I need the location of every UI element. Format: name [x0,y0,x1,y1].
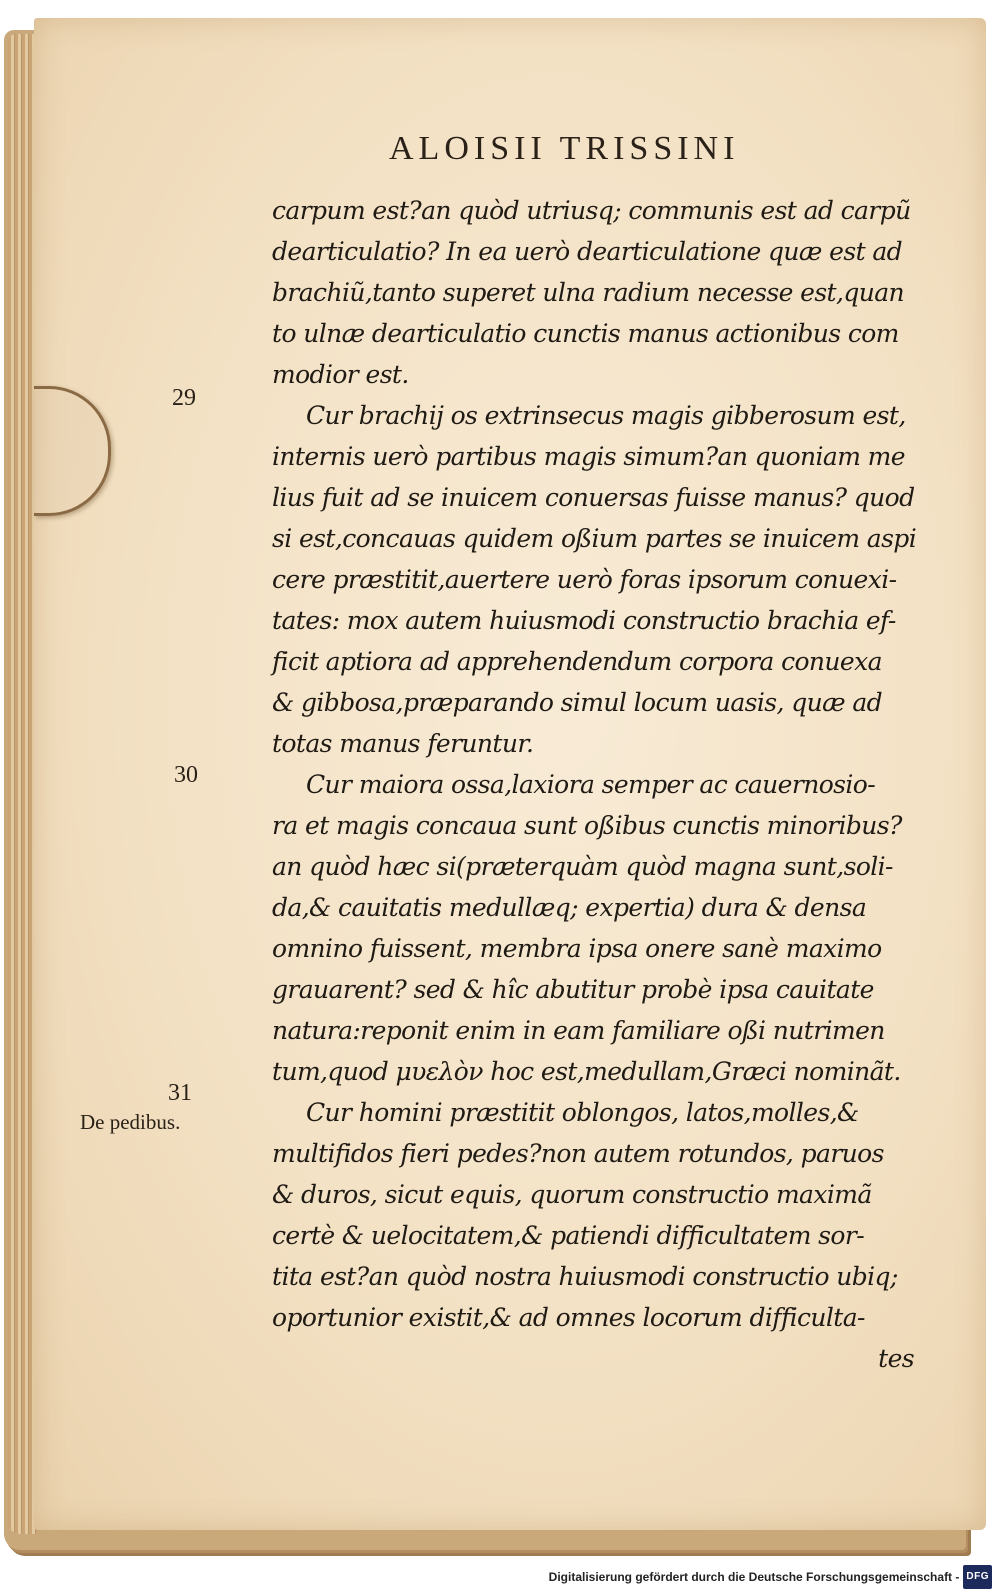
text-line: internis uerò partibus magis simum?an quoniam me [272,442,905,471]
text-line: Cur homini præstitit oblongos, latos,molles,& [306,1098,859,1127]
margin-note: De pedibus. [80,1110,181,1134]
text-line: dearticulatio? In ea uerò dearticulatione quæ est ad [272,237,903,266]
text-line: Cur maiora ossa,laxiora semper ac cauernosio- [306,770,876,799]
margin-number-31: 31 [168,1080,192,1106]
text-line: si est,concauas quidem oßium partes se inuicem aspi [272,524,917,553]
text-line: ra et magis concaua sunt oßibus cunctis minoribus? [272,811,902,840]
text-line: to ulnæ dearticulatio cunctis manus actionibus com [272,319,899,348]
text-line: grauarent? sed & hîc abutitur probè ipsa cauitate [272,975,874,1004]
text-line: omnino fuissent, membra ipsa onere sanè maximo [272,934,882,963]
catchword: tes [878,1344,914,1373]
text-line: oportunior existit,& ad omnes locorum difficulta- [272,1303,865,1332]
text-line: multifidos fieri pedes?non autem rotundos, paruos [272,1139,884,1168]
body-text [272,190,922,1379]
text-line: carpum est?an quòd utriusq; communis est ad carpũ [272,196,911,225]
text-line: an quòd hæc si(præterquàm quòd magna sunt,soli- [272,852,893,881]
page-clip [34,386,111,516]
text-line: tates: mox autem huiusmodi constructio brachia ef- [272,606,896,635]
book-page [34,18,986,1530]
dfg-logo: DFG [963,1565,992,1589]
text-line: tita est?an quòd nostra huiusmodi constructio ubiq; [272,1262,898,1291]
text-line: da,& cauitatis medullæq; expertia) dura & densa [272,893,867,922]
footer-text: Digitalisierung gefördert durch die Deutsche Forschungsgemeinschaft - [548,1570,960,1584]
text-line: totas manus feruntur. [272,729,534,758]
margin-number-29: 29 [172,385,196,411]
text-line: & duros, sicut equis, quorum constructio maximã [272,1180,872,1209]
running-head: ALOISII TRISSINI [389,130,740,167]
text-line: cere præstitit,auertere uerò foras ipsorum conuexi- [272,565,897,594]
text-line: lius fuit ad se inuicem conuersas fuisse manus? quod [272,483,915,512]
text-line: & gibbosa,præparando simul locum uasis, quæ ad [272,688,883,717]
text-line: tum,quod μυελὸν hoc est,medullam,Græci nominãt. [272,1057,901,1086]
digitization-footer [549,1566,992,1588]
text-line: natura:reponit enim in eam familiare oßi nutrimen [272,1016,885,1045]
margin-number-30: 30 [174,762,198,788]
text-line: brachiũ,tanto superet ulna radium necesse est,quan [272,278,905,307]
text-line: certè & uelocitatem,& patiendi difficultatem sor- [272,1221,865,1250]
text-line: Cur brachij os extrinsecus magis gibberosum est, [306,401,906,430]
text-line: modior est. [272,360,409,389]
text-line: ficit aptiora ad apprehendendum corpora conuexa [272,647,882,676]
